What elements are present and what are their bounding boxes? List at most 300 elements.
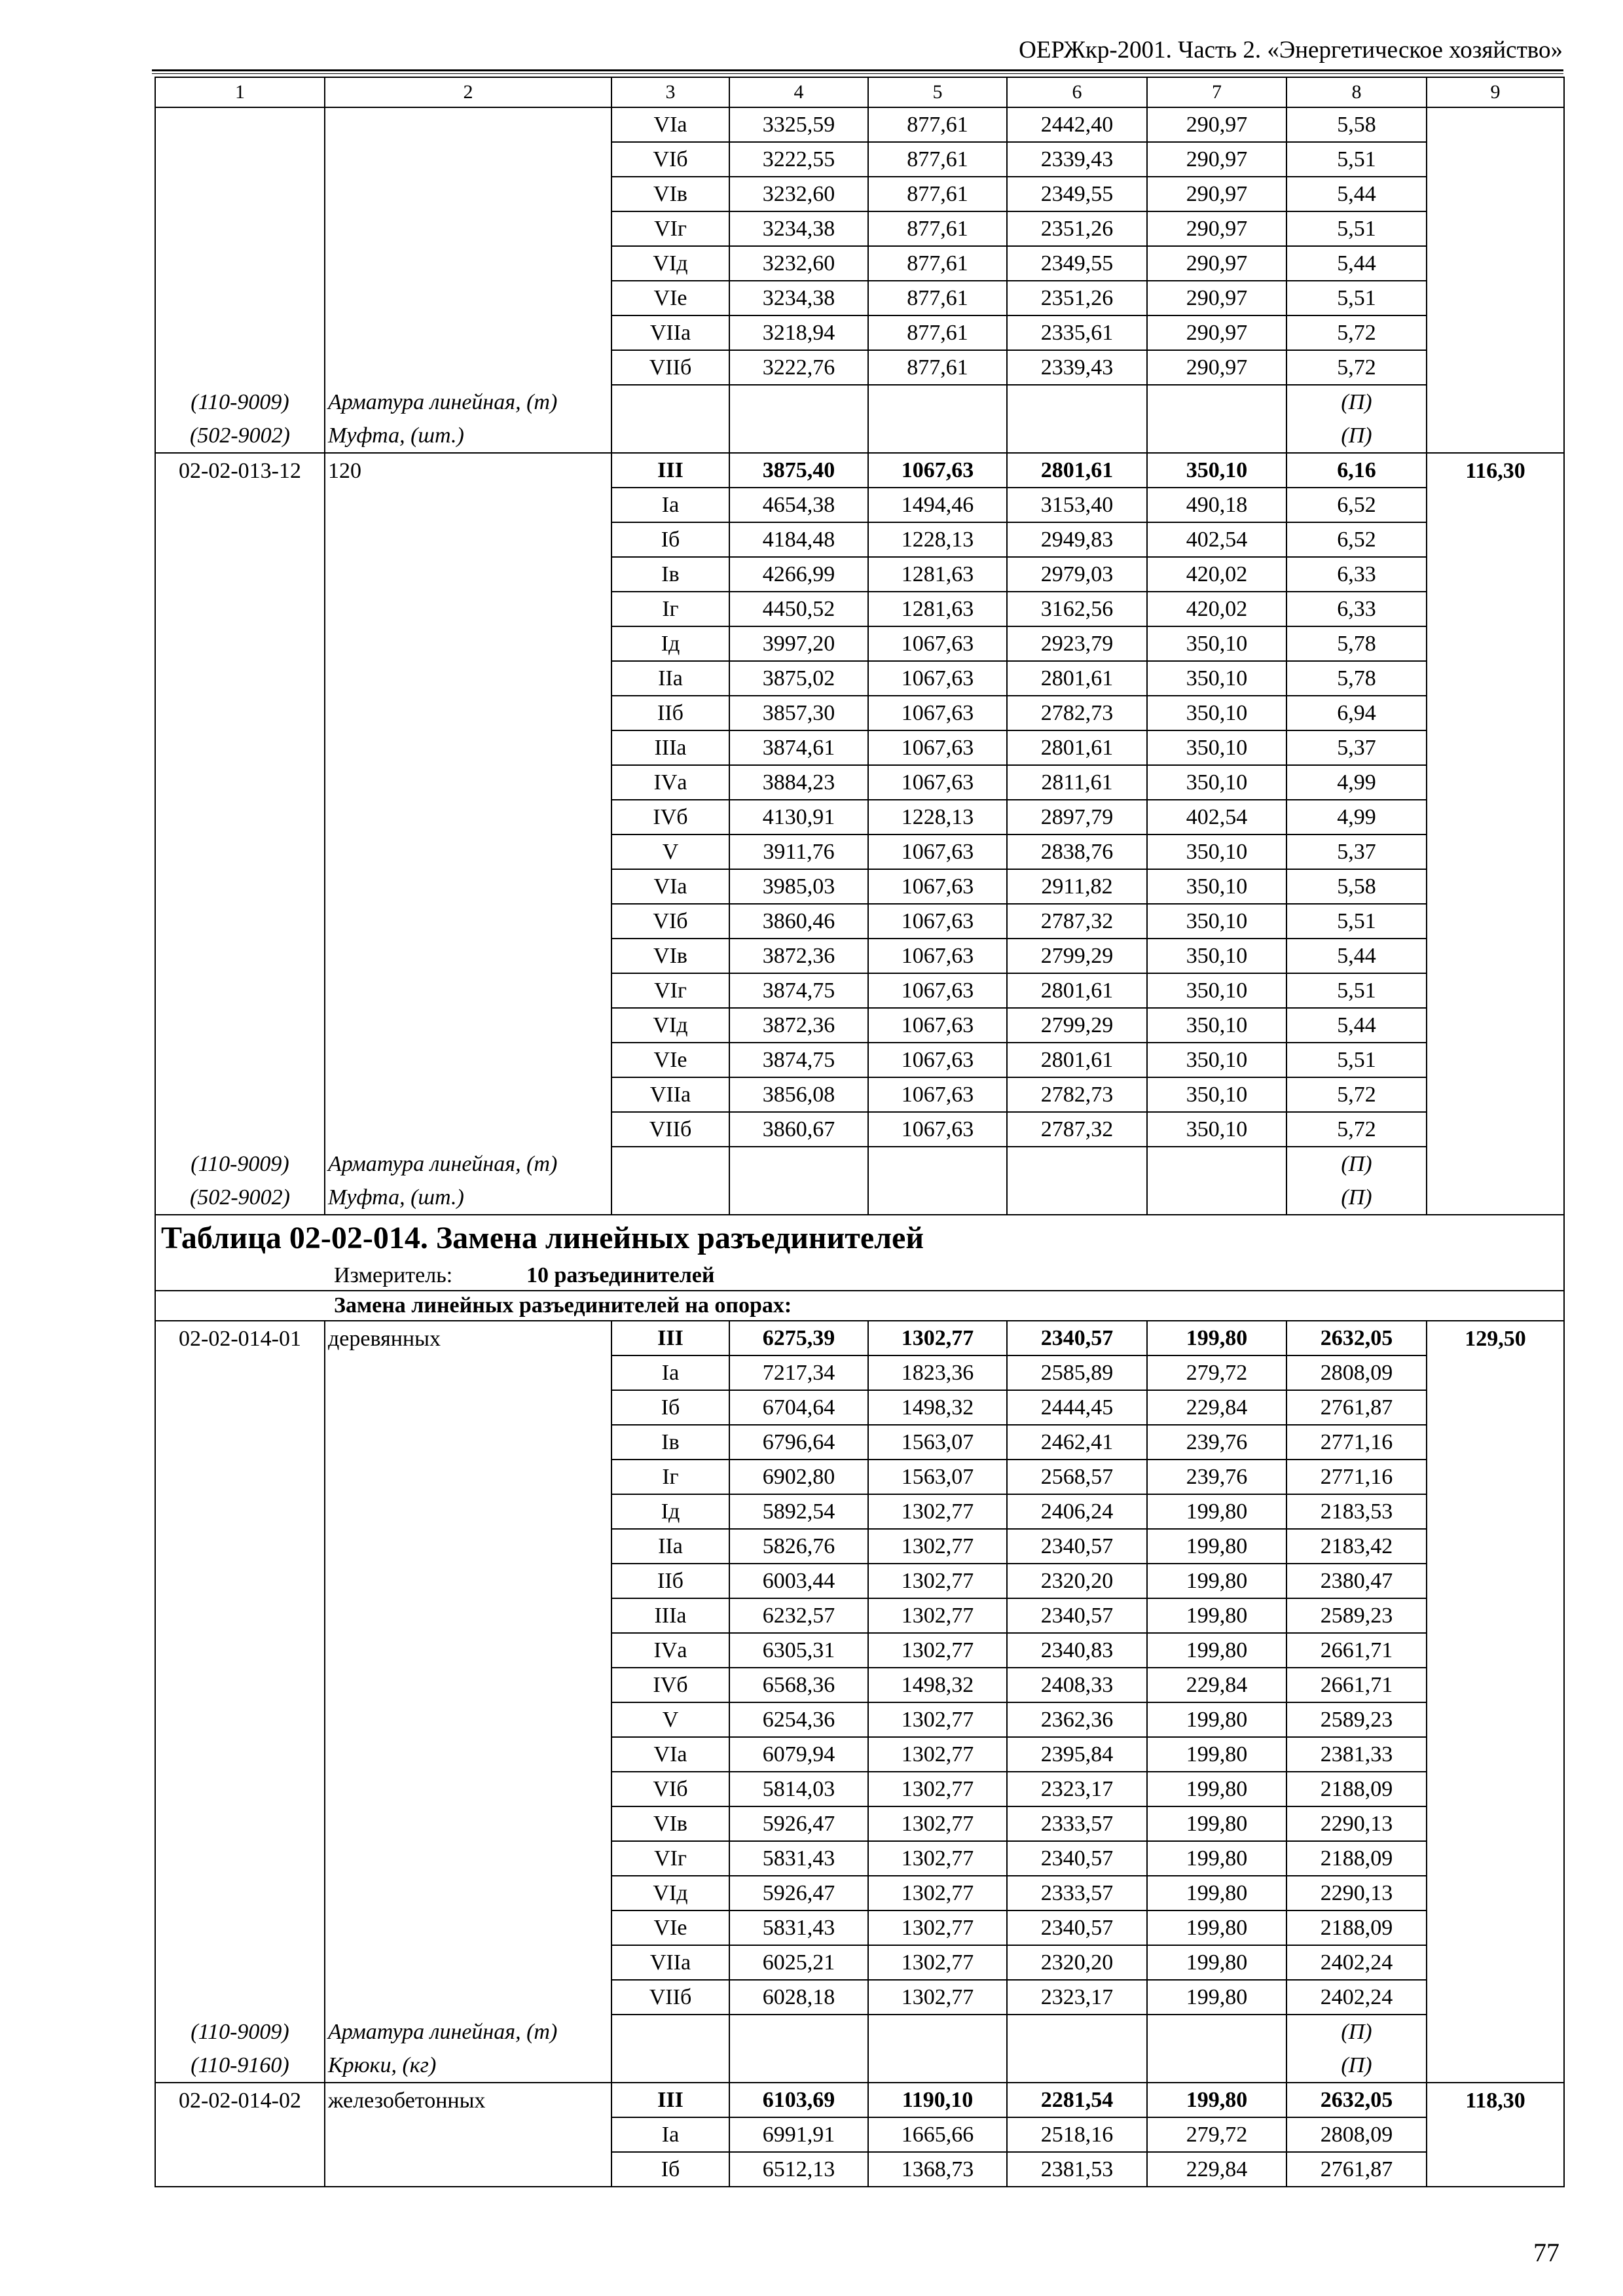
value-cell: 1302,77 <box>868 1321 1007 1355</box>
value-cell: 199,80 <box>1147 1876 1286 1910</box>
zone-cell: IIб <box>611 1564 729 1598</box>
resource-value: (П) <box>1286 419 1427 453</box>
column-number: 7 <box>1147 77 1286 107</box>
page-number: 77 <box>1533 2238 1559 2267</box>
value-cell: 350,10 <box>1147 1008 1286 1043</box>
value-cell: 5826,76 <box>729 1529 868 1564</box>
value-cell: 5,72 <box>1286 1112 1427 1147</box>
table-title-row <box>155 1215 1564 1261</box>
zone-cell: VIIа <box>611 1077 729 1112</box>
value-cell: 1302,77 <box>868 1598 1007 1633</box>
value-cell: 877,61 <box>868 107 1007 142</box>
value-cell: 290,97 <box>1147 142 1286 177</box>
value-cell: 2761,87 <box>1286 2152 1427 2187</box>
table-row <box>155 1529 1564 1564</box>
resource-name: Арматура линейная, (т) <box>325 1147 611 1181</box>
empty-cell <box>611 2049 729 2083</box>
value-cell: 3985,03 <box>729 869 868 904</box>
rate-code <box>155 1390 325 1425</box>
zone-cell: III <box>611 453 729 488</box>
zone-cell: VIг <box>611 973 729 1008</box>
resource-name: Крюки, (кг) <box>325 2049 611 2083</box>
value-cell: 5,51 <box>1286 973 1427 1008</box>
empty-cell <box>868 2049 1007 2083</box>
zone-cell: VIIа <box>611 1945 729 1980</box>
table-row <box>155 1425 1564 1460</box>
rate-name <box>325 1425 611 1460</box>
zone-cell: VIв <box>611 939 729 973</box>
empty-cell <box>1427 1147 1564 1181</box>
empty-cell <box>1427 2049 1564 2083</box>
table-row <box>155 696 1564 730</box>
rate-name <box>325 1008 611 1043</box>
value-cell: 2380,47 <box>1286 1564 1427 1598</box>
value-cell: 2568,57 <box>1007 1460 1147 1494</box>
value-cell: 2761,87 <box>1286 1390 1427 1425</box>
rate-code <box>155 1772 325 1806</box>
empty-cell <box>868 1181 1007 1215</box>
zone-cell: IIIа <box>611 730 729 765</box>
rate-name: железобетонных <box>325 2083 611 2117</box>
subsection-cell <box>155 1291 1564 1321</box>
value-cell: 2911,82 <box>1007 869 1147 904</box>
value-cell: 199,80 <box>1147 1494 1286 1529</box>
table-row <box>155 1355 1564 1390</box>
zone-cell: VIIб <box>611 1112 729 1147</box>
unit-cell <box>155 1261 1564 1291</box>
value-cell: 6028,18 <box>729 1980 868 2015</box>
value-cell: 239,76 <box>1147 1460 1286 1494</box>
value-cell: 6275,39 <box>729 1321 868 1355</box>
rate-name <box>325 1355 611 1390</box>
table-row <box>155 1460 1564 1494</box>
labor-cost <box>1427 1460 1564 1494</box>
value-cell: 199,80 <box>1147 1772 1286 1806</box>
value-cell: 3857,30 <box>729 696 868 730</box>
value-cell: 2406,24 <box>1007 1494 1147 1529</box>
value-cell: 6,33 <box>1286 557 1427 592</box>
labor-cost <box>1427 1876 1564 1910</box>
rate-code <box>155 661 325 696</box>
labor-cost <box>1427 1390 1564 1425</box>
value-cell: 5,44 <box>1286 177 1427 211</box>
value-cell: 2362,36 <box>1007 1702 1147 1737</box>
table-row <box>155 904 1564 939</box>
labor-cost <box>1427 592 1564 626</box>
value-cell: 1302,77 <box>868 1633 1007 1668</box>
value-cell: 1067,63 <box>868 1112 1007 1147</box>
empty-cell <box>1007 2049 1147 2083</box>
value-cell: 2323,17 <box>1007 1772 1147 1806</box>
zone-cell: VIг <box>611 211 729 246</box>
rate-name <box>325 2117 611 2152</box>
zone-cell: III <box>611 1321 729 1355</box>
value-cell: 2811,61 <box>1007 765 1147 800</box>
empty-cell <box>1147 1147 1286 1181</box>
rate-code <box>155 211 325 246</box>
value-cell: 1302,77 <box>868 1529 1007 1564</box>
rate-name <box>325 488 611 522</box>
value-cell: 1302,77 <box>868 1806 1007 1841</box>
resource-code: (502-9002) <box>155 419 325 453</box>
rate-name <box>325 1980 611 2015</box>
value-cell: 2444,45 <box>1007 1390 1147 1425</box>
value-cell: 350,10 <box>1147 626 1286 661</box>
value-cell: 1067,63 <box>868 1008 1007 1043</box>
column-number: 6 <box>1007 77 1147 107</box>
rate-code <box>155 315 325 350</box>
zone-cell: Iб <box>611 522 729 557</box>
rate-name <box>325 1772 611 1806</box>
rate-name <box>325 1112 611 1147</box>
rate-code <box>155 1737 325 1772</box>
table-row <box>155 488 1564 522</box>
rate-name <box>325 281 611 315</box>
value-cell: 6512,13 <box>729 2152 868 2187</box>
rate-code <box>155 177 325 211</box>
value-cell: 2333,57 <box>1007 1876 1147 1910</box>
value-cell: 279,72 <box>1147 2117 1286 2152</box>
table-row <box>155 453 1564 488</box>
empty-cell <box>1147 1181 1286 1215</box>
labor-cost <box>1427 973 1564 1008</box>
value-cell: 2771,16 <box>1286 1460 1427 1494</box>
labor-cost <box>1427 211 1564 246</box>
labor-cost <box>1427 834 1564 869</box>
zone-cell: VIа <box>611 1737 729 1772</box>
value-cell: 877,61 <box>868 281 1007 315</box>
value-cell: 1067,63 <box>868 696 1007 730</box>
zone-cell: Iв <box>611 1425 729 1460</box>
value-cell: 1302,77 <box>868 1494 1007 1529</box>
value-cell: 2949,83 <box>1007 522 1147 557</box>
resource-value: (П) <box>1286 385 1427 419</box>
labor-cost <box>1427 1806 1564 1841</box>
rate-name <box>325 1876 611 1910</box>
value-cell: 2290,13 <box>1286 1876 1427 1910</box>
rate-name <box>325 1668 611 1702</box>
value-cell: 4654,38 <box>729 488 868 522</box>
value-cell: 1302,77 <box>868 1772 1007 1806</box>
value-cell: 5892,54 <box>729 1494 868 1529</box>
value-cell: 3860,46 <box>729 904 868 939</box>
value-cell: 1067,63 <box>868 661 1007 696</box>
value-cell: 2183,42 <box>1286 1529 1427 1564</box>
value-cell: 6254,36 <box>729 1702 868 1737</box>
labor-cost <box>1427 661 1564 696</box>
value-cell: 2589,23 <box>1286 1598 1427 1633</box>
value-cell: 229,84 <box>1147 2152 1286 2187</box>
value-cell: 1302,77 <box>868 1910 1007 1945</box>
zone-cell: Iа <box>611 488 729 522</box>
value-cell: 350,10 <box>1147 696 1286 730</box>
value-cell: 1302,77 <box>868 1737 1007 1772</box>
value-cell: 6003,44 <box>729 1564 868 1598</box>
resource-code: (110-9009) <box>155 1147 325 1181</box>
rate-code <box>155 730 325 765</box>
labor-cost <box>1427 1564 1564 1598</box>
table-row <box>155 350 1564 385</box>
labor-cost <box>1427 2152 1564 2187</box>
value-cell: 2335,61 <box>1007 315 1147 350</box>
rate-code <box>155 904 325 939</box>
value-cell: 3234,38 <box>729 211 868 246</box>
rate-name <box>325 939 611 973</box>
value-cell: 2351,26 <box>1007 211 1147 246</box>
empty-cell <box>729 2015 868 2049</box>
table-row <box>155 1945 1564 1980</box>
value-cell: 199,80 <box>1147 1633 1286 1668</box>
column-number: 9 <box>1427 77 1564 107</box>
value-cell: 199,80 <box>1147 1910 1286 1945</box>
rate-name <box>325 557 611 592</box>
value-cell: 350,10 <box>1147 1077 1286 1112</box>
rate-name <box>325 696 611 730</box>
labor-cost <box>1427 1598 1564 1633</box>
rate-name <box>325 211 611 246</box>
rate-code <box>155 1668 325 1702</box>
table-row <box>155 1564 1564 1598</box>
table-row <box>155 834 1564 869</box>
value-cell: 5,72 <box>1286 1077 1427 1112</box>
value-cell: 2340,57 <box>1007 1598 1147 1633</box>
rate-code <box>155 834 325 869</box>
rates-table <box>155 77 1565 2187</box>
table-row <box>155 2152 1564 2187</box>
rate-code <box>155 765 325 800</box>
value-cell: 5,51 <box>1286 1043 1427 1077</box>
table-title: Таблица 02-02-014. Замена линейных разъединителей <box>155 1215 1564 1261</box>
table-row <box>155 939 1564 973</box>
value-cell: 2782,73 <box>1007 1077 1147 1112</box>
rate-name <box>325 1737 611 1772</box>
rate-name <box>325 661 611 696</box>
value-cell: 6103,69 <box>729 2083 868 2117</box>
value-cell: 2381,33 <box>1286 1737 1427 1772</box>
value-cell: 1302,77 <box>868 1945 1007 1980</box>
zone-cell: VIа <box>611 869 729 904</box>
empty-cell <box>868 385 1007 419</box>
rate-code <box>155 350 325 385</box>
value-cell: 5,72 <box>1286 350 1427 385</box>
value-cell: 6,52 <box>1286 522 1427 557</box>
column-number: 5 <box>868 77 1007 107</box>
table-row <box>155 1043 1564 1077</box>
rates-table-body <box>155 77 1564 2187</box>
value-cell: 2188,09 <box>1286 1910 1427 1945</box>
value-cell: 5,78 <box>1286 626 1427 661</box>
value-cell: 2349,55 <box>1007 177 1147 211</box>
labor-cost: 129,50 <box>1427 1321 1564 1355</box>
value-cell: 5,58 <box>1286 107 1427 142</box>
value-cell: 2333,57 <box>1007 1806 1147 1841</box>
rate-name <box>325 800 611 834</box>
labor-cost: 116,30 <box>1427 453 1564 488</box>
value-cell: 5831,43 <box>729 1841 868 1876</box>
labor-cost <box>1427 1772 1564 1806</box>
rate-code <box>155 1077 325 1112</box>
value-cell: 877,61 <box>868 142 1007 177</box>
value-cell: 2351,26 <box>1007 281 1147 315</box>
zone-cell: VIб <box>611 1772 729 1806</box>
value-cell: 1498,32 <box>868 1390 1007 1425</box>
value-cell: 229,84 <box>1147 1390 1286 1425</box>
value-cell: 4,99 <box>1286 800 1427 834</box>
value-cell: 2661,71 <box>1286 1668 1427 1702</box>
table-row <box>155 246 1564 281</box>
empty-cell <box>1007 419 1147 453</box>
value-cell: 2661,71 <box>1286 1633 1427 1668</box>
zone-cell: VIб <box>611 142 729 177</box>
value-cell: 1563,07 <box>868 1460 1007 1494</box>
rate-code <box>155 2152 325 2187</box>
rate-code <box>155 1494 325 1529</box>
value-cell: 3997,20 <box>729 626 868 661</box>
value-cell: 420,02 <box>1147 557 1286 592</box>
rate-code <box>155 592 325 626</box>
rate-code <box>155 1806 325 1841</box>
value-cell: 3860,67 <box>729 1112 868 1147</box>
value-cell: 1067,63 <box>868 626 1007 661</box>
value-cell: 5831,43 <box>729 1910 868 1945</box>
value-cell: 2290,13 <box>1286 1806 1427 1841</box>
empty-cell <box>1147 2049 1286 2083</box>
value-cell: 2801,61 <box>1007 661 1147 696</box>
labor-cost <box>1427 626 1564 661</box>
table-row <box>155 1772 1564 1806</box>
labor-cost <box>1427 1841 1564 1876</box>
resource-code: (110-9009) <box>155 385 325 419</box>
table-row <box>155 1321 1564 1355</box>
empty-cell <box>1147 2015 1286 2049</box>
value-cell: 4450,52 <box>729 592 868 626</box>
labor-cost <box>1427 2117 1564 2152</box>
table-row <box>155 661 1564 696</box>
resource-row <box>155 2015 1564 2049</box>
value-cell: 2589,23 <box>1286 1702 1427 1737</box>
value-cell: 290,97 <box>1147 315 1286 350</box>
zone-cell: III <box>611 2083 729 2117</box>
zone-cell: V <box>611 1702 729 1737</box>
table-row <box>155 1841 1564 1876</box>
rate-code <box>155 1460 325 1494</box>
value-cell: 2349,55 <box>1007 246 1147 281</box>
zone-cell: Iд <box>611 1494 729 1529</box>
value-cell: 5,44 <box>1286 1008 1427 1043</box>
empty-cell <box>611 1181 729 1215</box>
value-cell: 3232,60 <box>729 177 868 211</box>
empty-cell <box>611 2015 729 2049</box>
labor-cost <box>1427 557 1564 592</box>
value-cell: 4184,48 <box>729 522 868 557</box>
table-row <box>155 1737 1564 1772</box>
value-cell: 2801,61 <box>1007 453 1147 488</box>
rate-code <box>155 246 325 281</box>
table-row <box>155 1876 1564 1910</box>
labor-cost <box>1427 1008 1564 1043</box>
value-cell: 6991,91 <box>729 2117 868 2152</box>
value-cell: 199,80 <box>1147 1529 1286 1564</box>
value-cell: 4,99 <box>1286 765 1427 800</box>
labor-cost <box>1427 1737 1564 1772</box>
rate-name <box>325 592 611 626</box>
rate-code <box>155 488 325 522</box>
resource-row <box>155 385 1564 419</box>
value-cell: 290,97 <box>1147 281 1286 315</box>
labor-cost <box>1427 939 1564 973</box>
value-cell: 3872,36 <box>729 1008 868 1043</box>
empty-cell <box>1007 2015 1147 2049</box>
value-cell: 6568,36 <box>729 1668 868 1702</box>
value-cell: 350,10 <box>1147 939 1286 973</box>
empty-cell <box>1007 1147 1147 1181</box>
rate-name <box>325 1910 611 1945</box>
zone-cell: IVа <box>611 765 729 800</box>
zone-cell: VIг <box>611 1841 729 1876</box>
empty-cell <box>1427 419 1564 453</box>
zone-cell: VIе <box>611 1910 729 1945</box>
zone-cell: Iд <box>611 626 729 661</box>
value-cell: 1302,77 <box>868 1564 1007 1598</box>
value-cell: 2801,61 <box>1007 973 1147 1008</box>
labor-cost <box>1427 1355 1564 1390</box>
zone-cell: VIд <box>611 1008 729 1043</box>
zone-cell: VIIа <box>611 315 729 350</box>
labor-cost <box>1427 869 1564 904</box>
zone-cell: VIе <box>611 1043 729 1077</box>
labor-cost <box>1427 1494 1564 1529</box>
value-cell: 3874,75 <box>729 1043 868 1077</box>
table-row <box>155 730 1564 765</box>
value-cell: 290,97 <box>1147 246 1286 281</box>
empty-cell <box>1147 419 1286 453</box>
empty-cell <box>1147 385 1286 419</box>
unit-value: 10 разъединителей <box>526 1263 715 1287</box>
value-cell: 877,61 <box>868 246 1007 281</box>
value-cell: 420,02 <box>1147 592 1286 626</box>
empty-cell <box>729 419 868 453</box>
empty-cell <box>1007 385 1147 419</box>
value-cell: 229,84 <box>1147 1668 1286 1702</box>
zone-cell: Iв <box>611 557 729 592</box>
value-cell: 2339,43 <box>1007 350 1147 385</box>
labor-cost <box>1427 1529 1564 1564</box>
value-cell: 6,94 <box>1286 696 1427 730</box>
value-cell: 2340,83 <box>1007 1633 1147 1668</box>
value-cell: 3222,55 <box>729 142 868 177</box>
value-cell: 6,52 <box>1286 488 1427 522</box>
value-cell: 350,10 <box>1147 453 1286 488</box>
value-cell: 4266,99 <box>729 557 868 592</box>
table-row <box>155 2117 1564 2152</box>
value-cell: 1281,63 <box>868 557 1007 592</box>
value-cell: 4130,91 <box>729 800 868 834</box>
value-cell: 877,61 <box>868 350 1007 385</box>
value-cell: 2339,43 <box>1007 142 1147 177</box>
labor-cost <box>1427 177 1564 211</box>
value-cell: 199,80 <box>1147 1841 1286 1876</box>
table-row <box>155 211 1564 246</box>
zone-cell: VIв <box>611 177 729 211</box>
labor-cost <box>1427 281 1564 315</box>
rate-code <box>155 696 325 730</box>
value-cell: 1498,32 <box>868 1668 1007 1702</box>
zone-cell: V <box>611 834 729 869</box>
empty-cell <box>1427 1181 1564 1215</box>
rate-name <box>325 2152 611 2187</box>
labor-cost <box>1427 765 1564 800</box>
table-row <box>155 2083 1564 2117</box>
